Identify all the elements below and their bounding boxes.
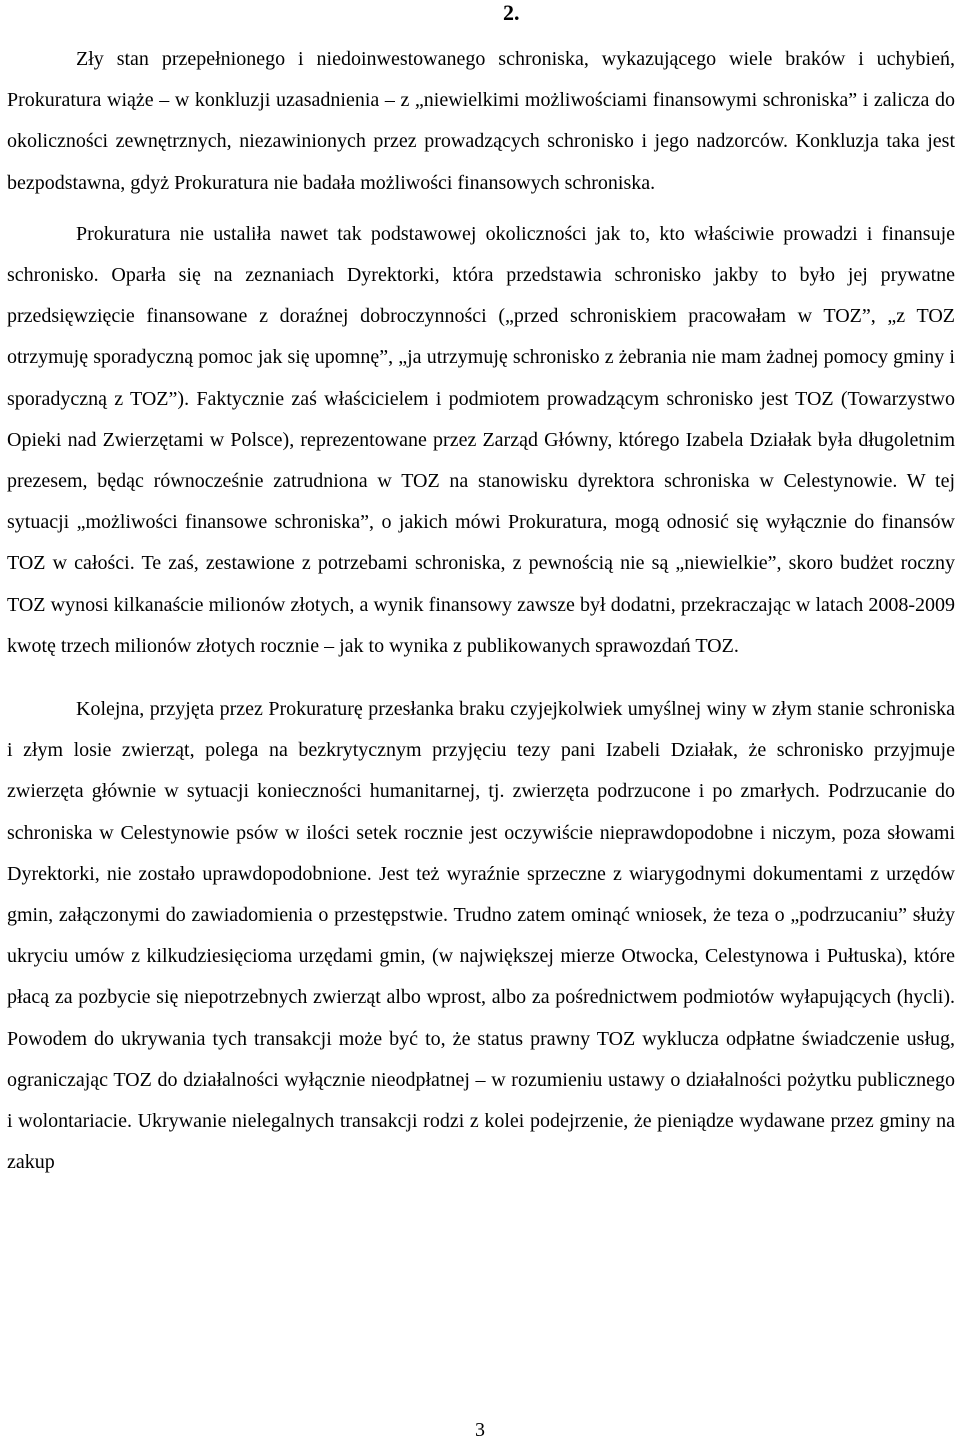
paragraph-financial-capacity: Zły stan przepełnionego i niedoinwestowanego schroniska, wykazującego wiele braków i uchybień, Prokuratura wiąże – w konkluzji uzasadnienia – z „niewielkimi możliwościami finansowymi schroniska” i zalicza do okoliczności zewnętrznych, niezawinionych przez prowadzących schronisko i jego nadzorców. Konkluzja taka jest bezpodstawna, gdyż Prokuratura nie badała możliwości finansowych schroniska. bbox=[7, 48, 955, 194]
document-body bbox=[7, 39, 955, 1183]
paragraph-shelter-ownership: Prokuratura nie ustaliła nawet tak podstawowej okoliczności jak to, kto właściwie prowadzi i finansuje schronisko. Oparła się na zeznaniach Dyrektorki, która przedstawia schronisko jakby to było jej prywatne przedsięwzięcie finansowane z doraźnej dobroczynności („przed schroniskiem pracowałam w TOZ”, „z TOZ otrzymuję sporadyczną pomoc jak się upomnę”, „ja utrzymuję schronisko z żebrania nie mam żadnej pomocy gminy i sporadyczną z TOZ”). Faktycznie zaś właścicielem i podmiotem prowadzącym schronisko jest TOZ (Towarzystwo Opieki nad Zwierzętami w Polsce), reprezentowane przez Zarząd Główny, którego Izabela Działak była długoletnim prezesem, będąc równocześnie zatrudniona w TOZ na stanowisku dyrektora schroniska w Celestynowie. W tej sytuacji „możliwości finansowe schroniska”, o jakich mówi Prokuratura, mogą odnosić się wyłącznie do finansów TOZ w całości. Te zaś, zestawione z potrzebami schroniska, z pewnością nie są „niewielkie”, skoro budżet roczny TOZ wynosi kilkanaście milionów złotych, a wynik finansowy zawsze był dodatni, przekraczając w latach 2008-2009 kwotę trzech milionów złotych rocznie – jak to wynika z publikowanych sprawozdań TOZ. bbox=[7, 222, 955, 657]
section-number: 2. bbox=[503, 0, 520, 25]
paragraph-abandoned-animals: Kolejna, przyjęta przez Prokuraturę przesłanka braku czyjejkolwiek umyślnej winy w złym stanie schroniska i złym losie zwierząt, polega na bezkrytycznym przyjęciu tezy pani Izabeli Działak, że schronisko przyjmuje zwierzęta głównie w sytuacji konieczności humanitarnej, tj. zwierzęta podrzucone i po zmarłych. Podrzucanie do schroniska w Celestynowie psów w ilości setek rocznie jest oczywiście nieprawdopodobne i niczym, poza słowami Dyrektorki, nie zostało uprawdopodobnione. Jest też wyraźnie sprzeczne z wiarygodnymi dokumentami z urzędów gmin, załączonymi do zawiadomienia o przestępstwie. Trudno zatem ominąć wniosek, że teza o „podrzucaniu” służy ukryciu umów z kilkudziesięcioma urzędami gmin, (w największej mierze Otwocka, Celestynowa i Pułtuska), które płacą za pozbycie się niepotrzebnych zwierząt albo wprost, albo za pośrednictwem podmiotów wyłapujących (hycli). Powodem do ukrywania tych transakcji może być to, że status prawny TOZ wyklucza odpłatne świadczenie usług, ograniczając TOZ do działalności wyłącznie nieodpłatnej – w rozumieniu ustawy o działalności pożytku publicznego i wolontariacie. Ukrywanie nielegalnych transakcji rodzi z kolei podejrzenie, że pieniądze wydawane przez gminy na zakup bbox=[7, 698, 955, 1174]
page-number: 3 bbox=[475, 1419, 485, 1441]
